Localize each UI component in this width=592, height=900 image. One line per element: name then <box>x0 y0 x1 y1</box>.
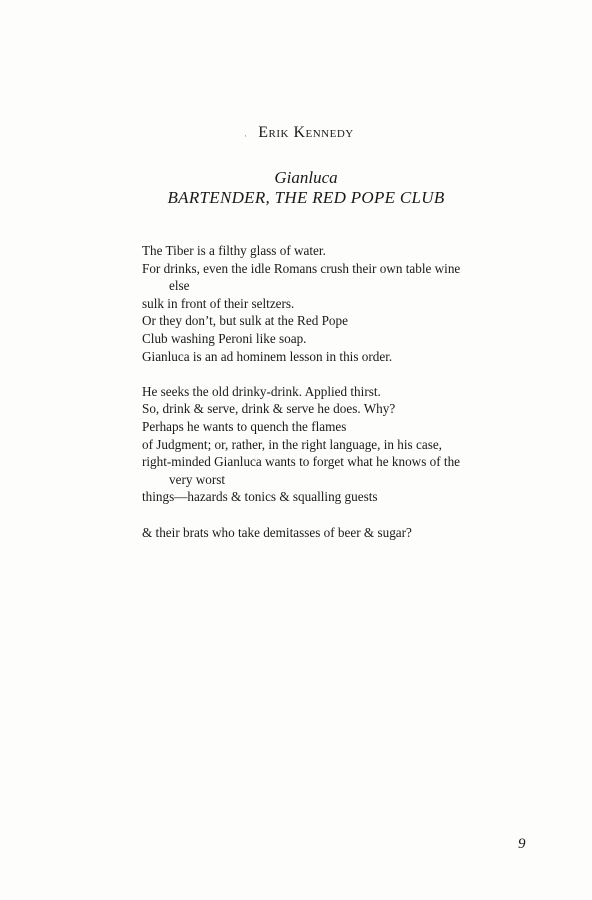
poem-line: He seeks the old drinky-drink. Applied thirst. <box>142 383 381 399</box>
poem-line: The Tiber is a filthy glass of water. <box>142 243 326 258</box>
poem-line: Or they don’t, but sulk at the Red Pope <box>142 313 348 329</box>
poem-body <box>142 242 562 541</box>
poem-line: Club washing Peroni like soap. <box>142 330 307 346</box>
poem-line-turnover: else <box>169 278 190 294</box>
stanza-break <box>142 506 562 524</box>
poem-line: right-minded Gianluca wants to forget what he knows of the <box>142 454 461 470</box>
stanza-2 <box>142 383 562 506</box>
poem-line: sulk in front of their seltzers. <box>142 295 295 311</box>
poem-subtitle: BARTENDER, THE RED POPE CLUB <box>167 188 445 207</box>
author-name: Erik Kennedy <box>258 124 354 141</box>
poem-line: & their brats who take demitasses of beer & sugar? <box>142 524 412 540</box>
poem-subject: Gianluca <box>274 168 338 187</box>
stanza-break <box>142 365 562 383</box>
poem-line: of Judgment; or, rather, in the right language, in his case, <box>142 436 442 452</box>
stanza-1 <box>142 242 562 365</box>
poem-line: Gianluca is an ad hominem lesson in this order. <box>142 348 393 364</box>
poem-line: things—hazards & tonics & squalling guests <box>142 489 378 505</box>
poem-line: Perhaps he wants to quench the flames <box>142 418 347 434</box>
poem-line: For drinks, even the idle Romans crush their own table wine <box>142 260 461 276</box>
poem-line: So, drink & serve, drink & serve he does. Why? <box>142 401 396 417</box>
stanza-3 <box>142 524 562 542</box>
page-number: 9 <box>518 836 526 852</box>
poem-line-turnover: very worst <box>169 471 226 487</box>
print-speck: · <box>244 131 247 141</box>
